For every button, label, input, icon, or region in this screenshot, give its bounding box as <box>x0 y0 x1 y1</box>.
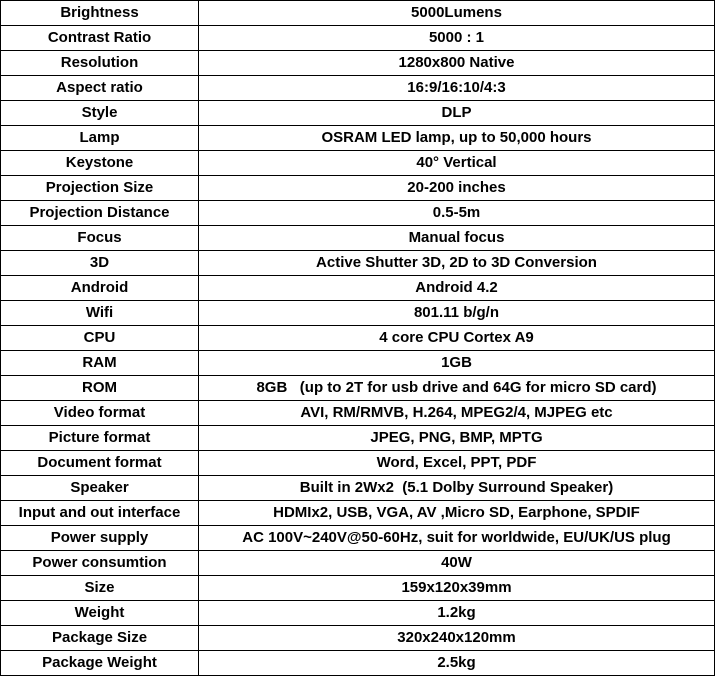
spec-value: 1280x800 Native <box>199 51 715 76</box>
table-row <box>1 1 715 26</box>
spec-value: 16:9/16:10/4:3 <box>199 76 715 101</box>
spec-value: Word, Excel, PPT, PDF <box>199 451 715 476</box>
spec-value: 801.11 b/g/n <box>199 301 715 326</box>
spec-value: DLP <box>199 101 715 126</box>
spec-label: Focus <box>1 226 199 251</box>
spec-value: Android 4.2 <box>199 276 715 301</box>
table-row <box>1 76 715 101</box>
table-row <box>1 251 715 276</box>
table-row <box>1 476 715 501</box>
spec-label: Brightness <box>1 1 199 26</box>
spec-value: 40° Vertical <box>199 151 715 176</box>
spec-label: Android <box>1 276 199 301</box>
spec-label: Aspect ratio <box>1 76 199 101</box>
spec-label: Weight <box>1 601 199 626</box>
table-row <box>1 376 715 401</box>
table-row <box>1 351 715 376</box>
table-row <box>1 126 715 151</box>
table-row <box>1 451 715 476</box>
spec-value: 20-200 inches <box>199 176 715 201</box>
spec-value: AVI, RM/RMVB, H.264, MPEG2/4, MJPEG etc <box>199 401 715 426</box>
spec-label: Power consumtion <box>1 551 199 576</box>
spec-label: CPU <box>1 326 199 351</box>
spec-label: Speaker <box>1 476 199 501</box>
spec-value: Active Shutter 3D, 2D to 3D Conversion <box>199 251 715 276</box>
table-row <box>1 651 715 676</box>
spec-label: 3D <box>1 251 199 276</box>
table-row <box>1 601 715 626</box>
table-row <box>1 626 715 651</box>
spec-value: 0.5-5m <box>199 201 715 226</box>
spec-value: 1.2kg <box>199 601 715 626</box>
spec-label: Size <box>1 576 199 601</box>
table-row <box>1 301 715 326</box>
spec-label: Package Weight <box>1 651 199 676</box>
spec-label: Video format <box>1 401 199 426</box>
table-row <box>1 151 715 176</box>
spec-value: Manual focus <box>199 226 715 251</box>
spec-table-body <box>1 1 715 676</box>
spec-value: HDMIx2, USB, VGA, AV ,Micro SD, Earphone, SPDIF <box>199 501 715 526</box>
spec-value: Built in 2Wx2 (5.1 Dolby Surround Speaker) <box>199 476 715 501</box>
table-row <box>1 576 715 601</box>
spec-value: 4 core CPU Cortex A9 <box>199 326 715 351</box>
table-row <box>1 26 715 51</box>
table-row <box>1 551 715 576</box>
spec-value: 159x120x39mm <box>199 576 715 601</box>
spec-label: Projection Size <box>1 176 199 201</box>
table-row <box>1 526 715 551</box>
spec-label: Keystone <box>1 151 199 176</box>
spec-label: Document format <box>1 451 199 476</box>
spec-value: 8GB (up to 2T for usb drive and 64G for micro SD card) <box>199 376 715 401</box>
spec-value: JPEG, PNG, BMP, MPTG <box>199 426 715 451</box>
spec-label: Package Size <box>1 626 199 651</box>
spec-value: 1GB <box>199 351 715 376</box>
spec-label: Wifi <box>1 301 199 326</box>
spec-value: 320x240x120mm <box>199 626 715 651</box>
table-row <box>1 326 715 351</box>
table-row <box>1 226 715 251</box>
table-row <box>1 201 715 226</box>
table-row <box>1 51 715 76</box>
spec-label: Lamp <box>1 126 199 151</box>
spec-label: Projection Distance <box>1 201 199 226</box>
spec-label: RAM <box>1 351 199 376</box>
spec-label: Style <box>1 101 199 126</box>
spec-value: AC 100V~240V@50-60Hz, suit for worldwide, EU/UK/US plug <box>199 526 715 551</box>
table-row <box>1 501 715 526</box>
table-row <box>1 276 715 301</box>
spec-label: Input and out interface <box>1 501 199 526</box>
spec-value: 5000 : 1 <box>199 26 715 51</box>
spec-label: ROM <box>1 376 199 401</box>
spec-label: Picture format <box>1 426 199 451</box>
spec-label: Power supply <box>1 526 199 551</box>
spec-value: 5000Lumens <box>199 1 715 26</box>
spec-value: 2.5kg <box>199 651 715 676</box>
spec-label: Contrast Ratio <box>1 26 199 51</box>
spec-value: 40W <box>199 551 715 576</box>
table-row <box>1 401 715 426</box>
table-row <box>1 176 715 201</box>
table-row <box>1 101 715 126</box>
spec-label: Resolution <box>1 51 199 76</box>
table-row <box>1 426 715 451</box>
spec-value: OSRAM LED lamp, up to 50,000 hours <box>199 126 715 151</box>
